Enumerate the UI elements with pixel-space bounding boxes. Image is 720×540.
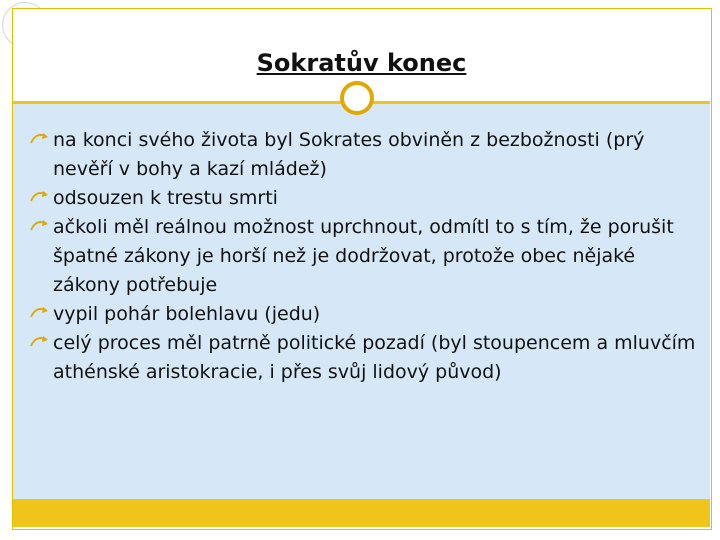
list-item-text: celý proces měl patrně politické pozadí (byl stoupencem a mluvčím athénské aristokracie, i přes svůj lidový původ) xyxy=(53,332,696,383)
ring-ornament-icon xyxy=(340,81,374,115)
list-item xyxy=(30,329,700,387)
curved-arrow-bullet-icon xyxy=(30,329,52,358)
curved-arrow-bullet-icon xyxy=(30,300,52,329)
bullet-list xyxy=(30,126,700,387)
list-item-text: odsouzen k trestu smrti xyxy=(53,187,278,209)
footer-bar xyxy=(13,499,710,527)
slide-title: Sokratův konec xyxy=(256,49,467,77)
list-item xyxy=(30,184,700,213)
curved-arrow-bullet-icon xyxy=(30,126,52,155)
curved-arrow-bullet-icon xyxy=(30,213,52,242)
list-item-text: vypil pohár bolehlavu (jedu) xyxy=(53,303,321,325)
list-item xyxy=(30,300,700,329)
list-item xyxy=(30,213,700,300)
list-item xyxy=(30,126,700,184)
list-item-text: ačkoli měl reálnou možnost uprchnout, odmítl to s tím, že porušit špatné zákony je horší než je dodržovat, protože obec nějaké zákony potřebuje xyxy=(53,216,674,296)
list-item-text: na konci svého života byl Sokrates obviněn z bezbožnosti (prý nevěří v bohy a kazí mládež) xyxy=(53,129,645,180)
curved-arrow-bullet-icon xyxy=(30,184,52,213)
